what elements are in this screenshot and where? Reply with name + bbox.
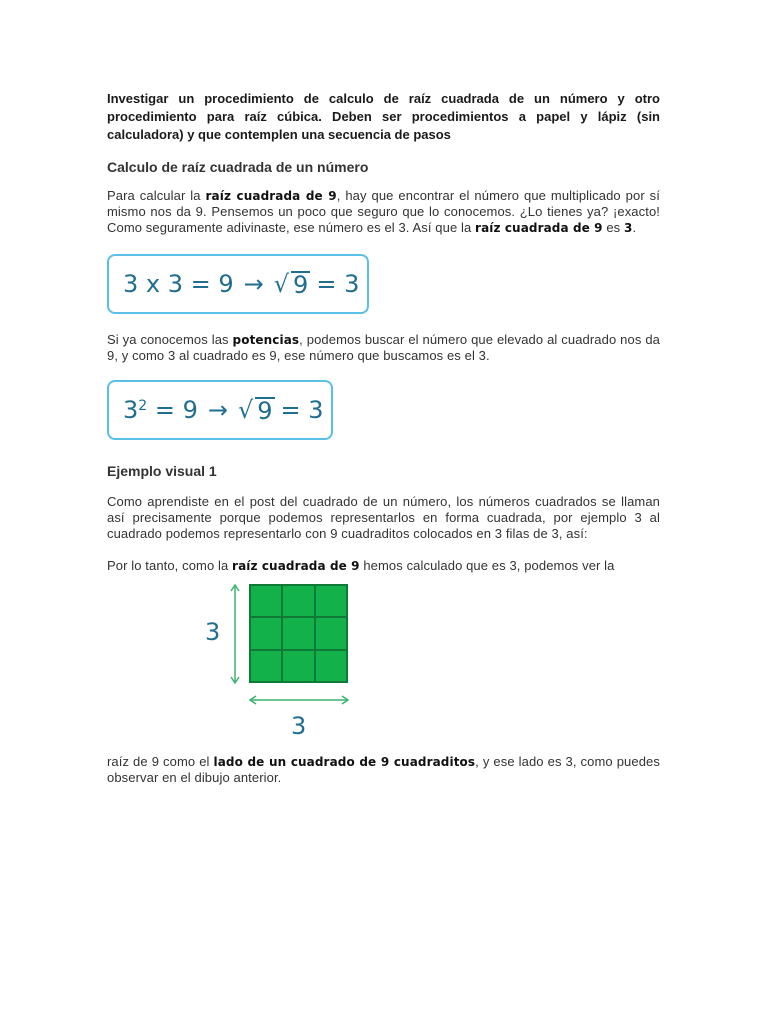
formula-power bbox=[107, 380, 333, 440]
paragraph-side-explanation bbox=[107, 754, 660, 786]
formula-base: 3 bbox=[123, 396, 139, 424]
text-run: , hay que encontrar el número que multiplicado por sí mismo nos da 9. Pensemos un poco que seguro que lo conocemos. ¿Lo tienes ya? ¡exacto! Como seguramente adivinaste, ese número es el 3. Así que la bbox=[107, 188, 660, 235]
bold-run: 3 bbox=[623, 221, 633, 235]
grid-cell bbox=[250, 585, 282, 617]
grid-cell bbox=[315, 617, 347, 649]
grid-cell bbox=[282, 617, 314, 649]
paragraph-powers bbox=[107, 332, 660, 364]
formula-rhs: = 3 bbox=[316, 270, 360, 298]
text-run: Para calcular la bbox=[107, 188, 206, 203]
text-run: es bbox=[602, 220, 624, 235]
formula-lhs: 3 x 3 = 9 bbox=[123, 270, 234, 298]
right-arrow-icon: → bbox=[207, 396, 228, 424]
side-label-bottom: 3 bbox=[291, 712, 307, 740]
text-run: , podemos buscar el número que elevado al cuadrado nos da 9, y como 3 al cuadrado es 9, ese número que buscamos es el 3. bbox=[107, 332, 660, 363]
section-heading-visual-example: Ejemplo visual 1 bbox=[107, 463, 217, 479]
grid-cell bbox=[250, 617, 282, 649]
formula-lhs-rest: = 9 bbox=[147, 396, 198, 424]
paragraph-therefore bbox=[107, 558, 660, 574]
square-grid-figure bbox=[107, 584, 660, 740]
paragraph-square-numbers: Como aprendiste en el post del cuadrado de un número, los números cuadrados se llaman así precisamente porque podemos representarlos en forma cuadrada, por ejemplo 3 al cuadrado podemos representarlo con 9 cuadraditos colocados en 3 filas de 3, así: bbox=[107, 494, 660, 541]
grid-cell bbox=[315, 585, 347, 617]
formula-exponent: 2 bbox=[138, 398, 148, 414]
vertical-double-arrow-icon bbox=[229, 584, 241, 684]
formula-rhs: = 3 bbox=[280, 396, 324, 424]
text-run: Si ya conocemos las bbox=[107, 332, 233, 347]
formula-multiplication bbox=[107, 254, 369, 314]
text-run: Por lo tanto, como la bbox=[107, 558, 233, 573]
bold-run: raíz cuadrada de 9 bbox=[232, 559, 360, 573]
document-page bbox=[107, 90, 660, 786]
sqrt-icon: √ bbox=[273, 270, 290, 298]
grid-cell bbox=[282, 585, 314, 617]
bold-run: raíz cuadrada de 9 bbox=[205, 189, 337, 203]
right-arrow-icon: → bbox=[243, 270, 264, 298]
green-3x3-grid bbox=[249, 584, 348, 683]
text-run: hemos calculado que es 3, podemos ver la bbox=[359, 558, 615, 573]
grid-cell bbox=[250, 650, 282, 682]
side-label-left: 3 bbox=[205, 618, 221, 646]
grid-cell bbox=[315, 650, 347, 682]
sqrt-icon: √ bbox=[237, 396, 254, 424]
grid-cell bbox=[282, 650, 314, 682]
radicand: 9 bbox=[293, 271, 309, 299]
horizontal-double-arrow-icon bbox=[249, 694, 349, 706]
text-run: raíz de 9 como el bbox=[107, 754, 214, 769]
text-run: , y ese lado es 3, como puedes observar en el dibujo anterior. bbox=[107, 754, 660, 785]
radicand: 9 bbox=[257, 397, 273, 425]
assignment-intro: Investigar un procedimiento de calculo de raíz cuadrada de un número y otro procedimiento para raíz cúbica. Deben ser procedimientos a papel y lápiz (sin calculadora) y que contemplen una secuencia de pasos bbox=[107, 91, 660, 142]
section-heading-square-root: Calculo de raíz cuadrada de un número bbox=[107, 159, 369, 175]
paragraph-square-root-explanation bbox=[107, 188, 660, 236]
text-run: . bbox=[632, 220, 637, 235]
bold-run: lado de un cuadrado de 9 cuadraditos bbox=[213, 755, 476, 769]
bold-run: potencias bbox=[232, 333, 300, 347]
bold-run: raíz cuadrada de 9 bbox=[475, 221, 603, 235]
